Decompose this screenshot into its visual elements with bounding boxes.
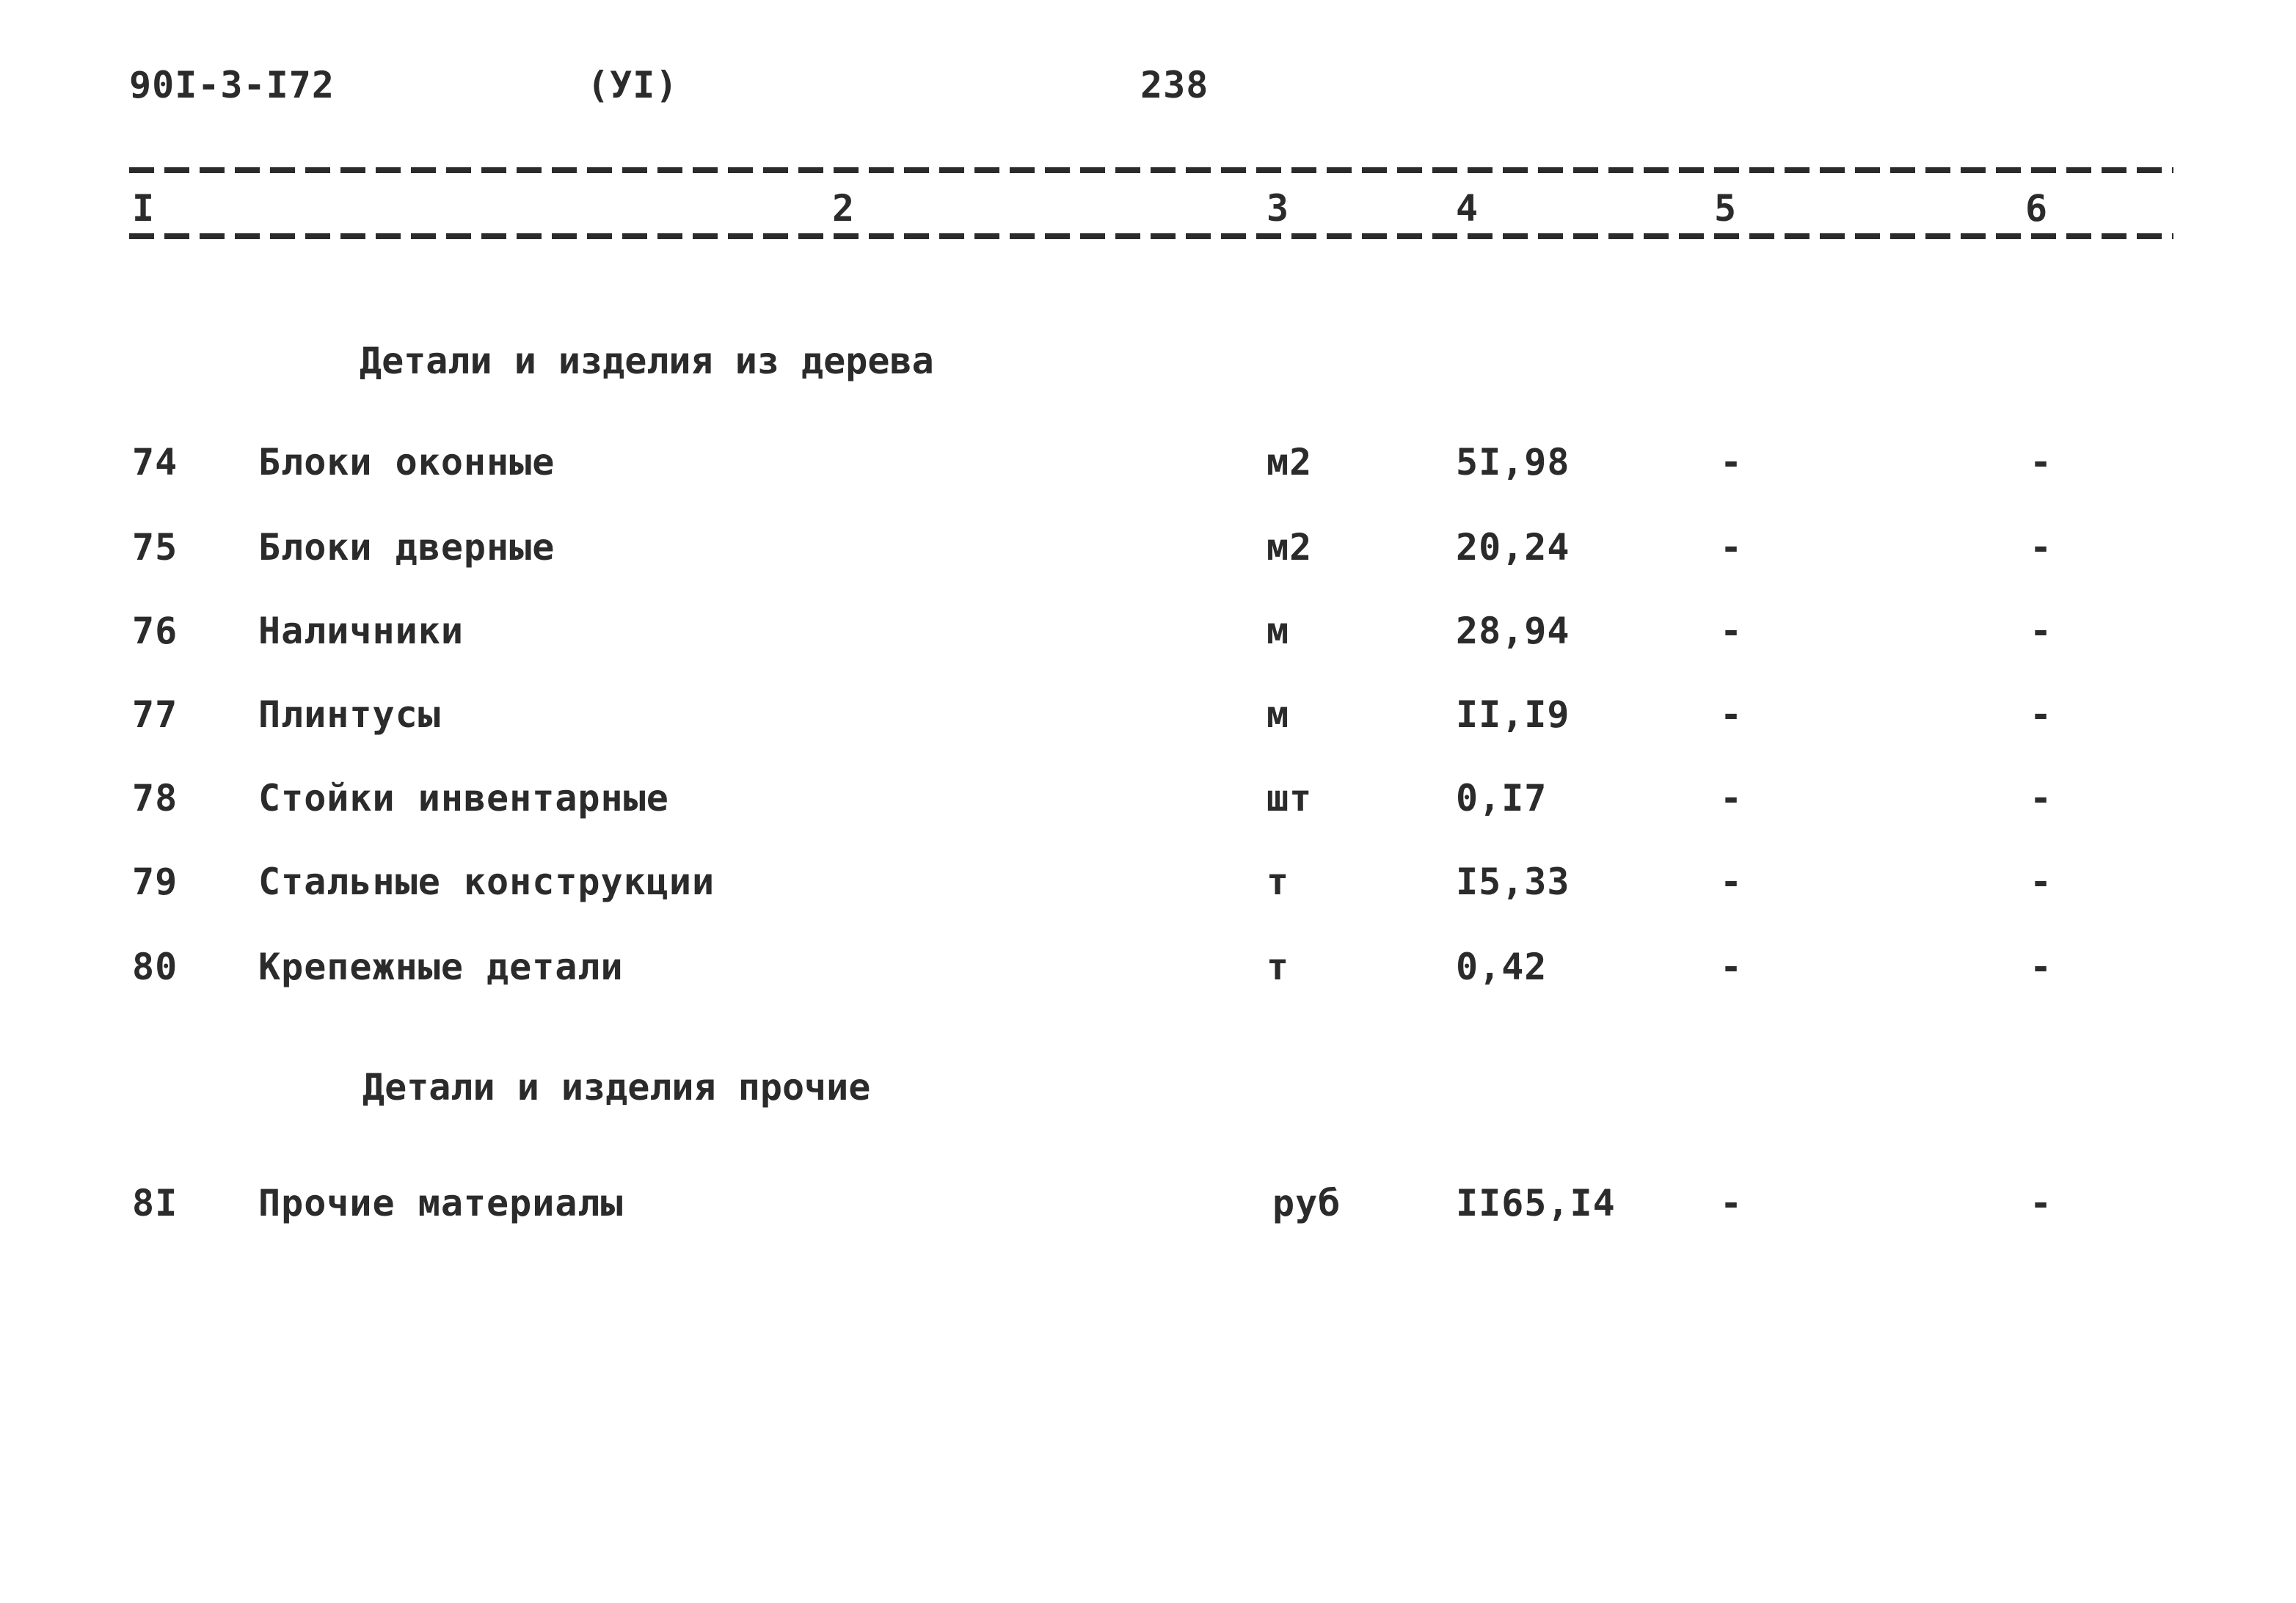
row-unit: м (1267, 610, 1290, 652)
row-name: Стальные конструкции (258, 861, 715, 903)
section-title: Детали и изделия из дерева (360, 340, 934, 382)
row-unit: м2 (1267, 441, 1313, 483)
table-row (0, 1181, 2296, 1225)
row-col6: - (2030, 777, 2053, 819)
row-col5: - (1720, 777, 1743, 819)
row-name: Крепежные детали (258, 946, 624, 988)
row-quantity: 0,I7 (1456, 777, 1548, 819)
column-number: 2 (832, 187, 856, 230)
row-quantity: II,I9 (1456, 693, 1570, 736)
table-row (0, 440, 2296, 484)
row-col6: - (2030, 693, 2053, 736)
row-unit: м2 (1267, 526, 1313, 569)
column-number: I (132, 187, 156, 230)
row-quantity: 0,42 (1456, 946, 1548, 988)
row-number: 76 (132, 610, 178, 652)
column-number-row (0, 186, 2296, 230)
row-col6: - (2030, 1182, 2053, 1224)
row-quantity: 28,94 (1456, 610, 1570, 652)
row-col6: - (2030, 946, 2053, 988)
header-bottom-rule (129, 233, 2173, 239)
row-name: Плинтусы (258, 693, 441, 736)
row-col5: - (1720, 946, 1743, 988)
row-col5: - (1720, 861, 1743, 903)
row-number: 79 (132, 861, 178, 903)
row-col5: - (1720, 526, 1743, 569)
row-col6: - (2030, 526, 2053, 569)
row-name: Блоки оконные (258, 441, 555, 483)
row-number: 80 (132, 946, 178, 988)
column-number: 3 (1267, 187, 1290, 230)
row-quantity: II65,I4 (1456, 1182, 1616, 1224)
row-quantity: 20,24 (1456, 526, 1570, 569)
table-row (0, 609, 2296, 653)
row-unit: шт (1267, 777, 1313, 819)
row-number: 8I (132, 1182, 178, 1224)
row-unit: т (1267, 946, 1290, 988)
row-quantity: 5I,98 (1456, 441, 1570, 483)
row-number: 77 (132, 693, 178, 736)
row-name: Прочие материалы (258, 1182, 624, 1224)
volume-label: (УI) (587, 64, 679, 106)
row-number: 75 (132, 526, 178, 569)
row-unit: м (1267, 693, 1290, 736)
row-name: Блоки дверные (258, 526, 555, 569)
row-col5: - (1720, 693, 1743, 736)
row-col6: - (2030, 610, 2053, 652)
row-quantity: I5,33 (1456, 861, 1570, 903)
row-col6: - (2030, 861, 2053, 903)
column-number: 4 (1456, 187, 1479, 230)
header-top-rule (129, 167, 2173, 173)
row-number: 78 (132, 777, 178, 819)
page-number: 238 (1140, 64, 1209, 106)
row-number: 74 (132, 441, 178, 483)
row-name: Стойки инвентарные (258, 777, 669, 819)
table-row (0, 776, 2296, 820)
table-row (0, 693, 2296, 737)
column-number: 5 (1714, 187, 1738, 230)
doc-code: 90I-3-I72 (129, 64, 335, 106)
column-number: 6 (2025, 187, 2049, 230)
row-col5: - (1720, 610, 1743, 652)
row-name: Наличники (258, 610, 464, 652)
row-col5: - (1720, 441, 1743, 483)
table-row (0, 860, 2296, 904)
table-row (0, 525, 2296, 569)
row-unit: руб (1272, 1182, 1341, 1224)
row-unit: т (1267, 861, 1290, 903)
row-col5: - (1720, 1182, 1743, 1224)
section-title: Детали и изделия прочие (362, 1066, 871, 1109)
row-col6: - (2030, 441, 2053, 483)
table-row (0, 945, 2296, 989)
